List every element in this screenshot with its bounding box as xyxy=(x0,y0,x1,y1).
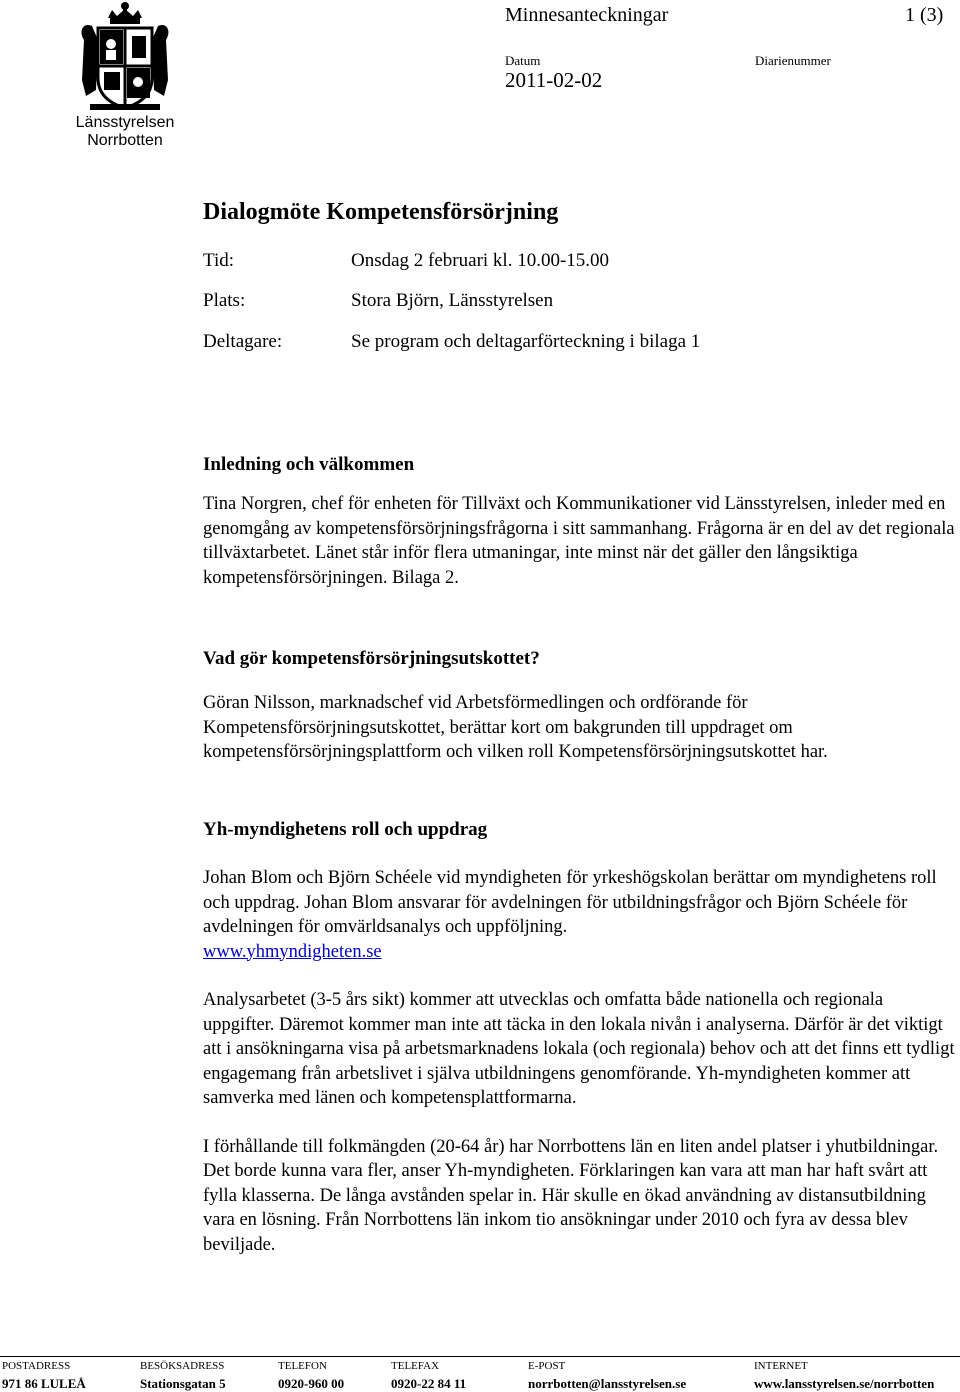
section-heading: Vad gör kompetensförsörjningsutskottet? xyxy=(203,648,540,669)
section-yh-agency xyxy=(203,818,955,1257)
footer-value: 0920-960 00 xyxy=(278,1376,345,1391)
section-paragraph: I förhållande till folkmängden (20-64 år) har Norrbottens län en liten andel platser i yhutbildningar. Det borde kunna vara fler, anser Yh-myndigheten. Förklaringen kan vara att man har haft svårt att fylla klasserna. De långa avstånden spelar in. Här skulle en ökad användning av distansutbildning vara en lösning. Från Norrbottens län inkom tio ansökningar under 2010 och fyra av dessa blev beviljade. xyxy=(203,1136,939,1255)
footer-value: Stationsgatan 5 xyxy=(140,1376,226,1391)
footer-visiting xyxy=(140,1360,226,1392)
section-paragraph: Analysarbetet (3-5 års sikt) kommer att utvecklas och omfatta både nationella och regionala uppgifter. Däremot kommer man inte att täcka in den lokala nivån i analyserna. Därför är det viktigt att i ansökningarna visa på arbetsmarknadens lokala (och regionala) behov och att det finns ett tydligt engagemang från arbetslivet i själva utbildningens genomförande. Yh-myndigheten kommer att samverka med länen och kompetensplattformarna. xyxy=(203,990,955,1108)
footer-value: 971 86 LULEÅ xyxy=(2,1376,86,1391)
document-date: 2011-02-02 xyxy=(505,68,603,92)
section-introduction xyxy=(203,453,955,590)
section-heading: Yh-myndighetens roll och uppdrag xyxy=(203,819,488,840)
footer-label: POSTADRESS xyxy=(2,1360,71,1372)
meta-place-value: Stora Björn, Länsstyrelsen xyxy=(351,290,554,311)
section-paragraph: Göran Nilsson, marknadschef vid Arbetsförmedlingen och ordförande för Kompetensförsörjningsutskottet, berättar kort om bakgrunden till uppdraget om kompetensförsörjningsplattform och vilken roll Kompetensförsörjningsutskottet har. xyxy=(203,693,828,762)
page-number: 1 (3) xyxy=(905,4,944,26)
footer-website xyxy=(754,1360,934,1392)
footer-postal xyxy=(2,1360,86,1392)
footer-label: BESÖKSADRESS xyxy=(140,1360,225,1372)
footer-fax xyxy=(391,1360,466,1392)
diarienummer-label: Diarienummer xyxy=(755,53,831,68)
logo-text-line1: Länsstyrelsen xyxy=(75,114,175,131)
document-type: Minnesanteckningar xyxy=(505,4,669,26)
footer-divider xyxy=(0,1356,960,1357)
meta-time-label: Tid: xyxy=(203,250,234,271)
meta-participants-label: Deltagare: xyxy=(203,331,283,352)
meta-place-label: Plats: xyxy=(203,290,246,311)
yh-agency-link[interactable]: www.yhmyndigheten.se xyxy=(203,941,382,962)
footer-phone xyxy=(278,1360,344,1392)
footer-label: TELEFAX xyxy=(391,1360,440,1372)
footer-label: INTERNET xyxy=(754,1360,808,1372)
footer-label: TELEFON xyxy=(278,1360,327,1372)
section-heading: Inledning och välkommen xyxy=(203,454,415,475)
footer-value[interactable]: www.lansstyrelsen.se/norrbotten xyxy=(754,1376,935,1391)
footer-value[interactable]: norrbotten@lansstyrelsen.se xyxy=(528,1376,687,1391)
footer-email xyxy=(528,1360,686,1392)
section-paragraph: Tina Norgren, chef för enheten för Tillväxt och Kommunikationer vid Länsstyrelsen, inleder med en genomgång av kompetensförsörjningsfrågorna i sitt sammanhang. Frågorna är en del av det regionala tillväxtarbetet. Länet står inför flera utmaningar, inte minst när det gäller den långsiktiga kompetensförsörjningen. Bilaga 2. xyxy=(203,494,955,588)
section-paragraph: Johan Blom och Björn Schéele vid myndigheten för yrkeshögskolan berättar om myndighetens roll och uppdrag. Johan Blom ansvarar för avdelningen för utbildningsfrågor och Björn Schéele för avdelningen för omvärldsanalys och uppföljning. xyxy=(203,868,937,937)
document-title: Dialogmöte Kompetensförsörjning xyxy=(203,199,559,225)
footer-label: E-POST xyxy=(528,1360,566,1372)
section-committee xyxy=(203,647,955,765)
meta-participants-value: Se program och deltagarförteckning i bilaga 1 xyxy=(351,331,701,352)
logo-text-line2: Norrbotten xyxy=(87,132,163,149)
meta-time-value: Onsdag 2 februari kl. 10.00-15.00 xyxy=(351,250,610,271)
date-label: Datum xyxy=(505,53,541,68)
footer-value: 0920-22 84 11 xyxy=(391,1376,467,1391)
